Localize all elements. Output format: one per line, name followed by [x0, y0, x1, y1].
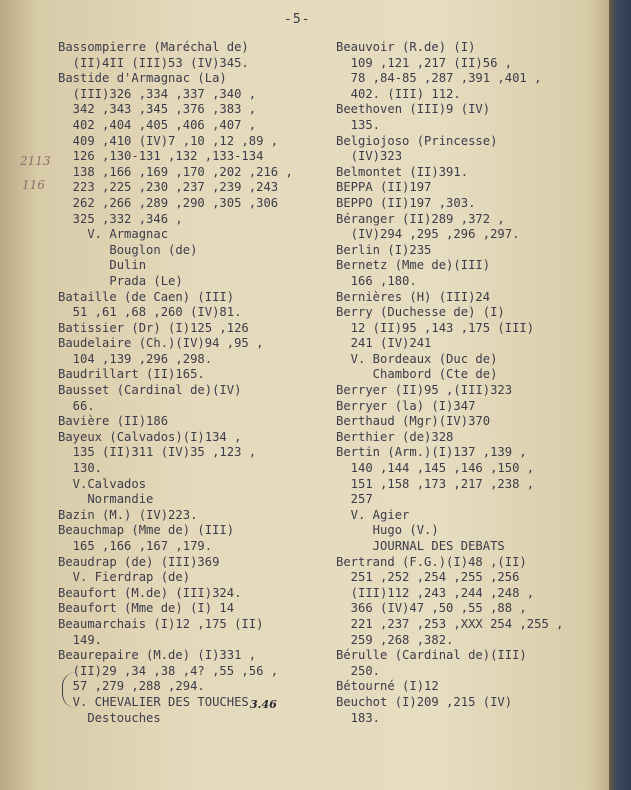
index-line: V. Fierdrap (de) [58, 570, 191, 585]
index-line: 262 ,266 ,289 ,290 ,305 ,306 [58, 195, 279, 210]
index-line: BEPPO (II)197 ,303. [336, 195, 476, 210]
index-line: 402. (III) 112. [336, 86, 461, 101]
index-line: 402 ,404 ,405 ,406 ,407 , [58, 117, 257, 132]
index-line: Bayeux (Calvados)(I)134 , [58, 429, 242, 444]
margin-annotation: 116 [22, 178, 45, 192]
index-line: Batissier (Dr) (I)125 ,126 [58, 320, 249, 335]
index-line: Berryer (II)95 ,(III)323 [336, 383, 513, 398]
index-line: 257 [336, 492, 373, 507]
index-line: Berthaud (Mgr)(IV)370 [336, 414, 491, 429]
index-line: V. Agier [336, 507, 410, 522]
index-line: Bataille (de Caen) (III) [58, 289, 235, 304]
index-line: 140 ,144 ,145 ,146 ,150 , [336, 461, 535, 476]
index-line: (III)112 ,243 ,244 ,248 , [336, 585, 535, 600]
index-line: Bertrand (F.G.)(I)48 ,(II) [336, 554, 527, 569]
index-line: 241 (IV)241 [336, 336, 432, 351]
index-line: Berry (Duchesse de) (I) [336, 305, 505, 320]
page-number: -5- [284, 12, 311, 27]
index-line: BEPPA (II)197 [336, 180, 432, 195]
index-line: 151 ,158 ,173 ,217 ,238 , [336, 476, 535, 491]
index-line: 409 ,410 (IV)7 ,10 ,12 ,89 , [58, 133, 279, 148]
index-line: 325 ,332 ,346 , [58, 211, 183, 226]
index-line: (II)4II (III)53 (IV)345. [58, 55, 249, 70]
index-line: Chambord (Cte de) [336, 367, 498, 382]
index-column-right [336, 40, 608, 726]
index-line: 221 ,237 ,253 ,XXX 254 ,255 , [336, 616, 564, 631]
index-line: 78 ,84-85 ,287 ,391 ,401 , [336, 71, 542, 86]
index-line: Bérulle (Cardinal de)(III) [336, 648, 527, 663]
index-line: 57 ,279 ,288 ,294. [58, 679, 205, 694]
handwritten-correction: 3.46 [250, 698, 277, 711]
index-line: Beauchmap (Mme de) (III) [58, 523, 235, 538]
index-line: Bétourné (I)12 [336, 679, 439, 694]
index-line: 109 ,121 ,217 (II)56 , [336, 55, 513, 70]
index-line: Belmontet (II)391. [336, 164, 469, 179]
index-line: Dulin [58, 258, 147, 273]
index-line: 250. [336, 663, 381, 678]
index-line: Beaumarchais (I)12 ,175 (II) [58, 616, 264, 631]
index-line: 130. [58, 461, 103, 476]
index-line: Bertin (Arm.)(I)137 ,139 , [336, 445, 527, 460]
index-line: 259 ,268 ,382. [336, 632, 454, 647]
index-line: Prada (Le) [58, 273, 183, 288]
index-line: 12 (II)95 ,143 ,175 (III) [336, 320, 535, 335]
index-line: 135. [336, 117, 381, 132]
index-line: 223 ,225 ,230 ,237 ,239 ,243 [58, 180, 279, 195]
index-line: 366 (IV)47 ,50 ,55 ,88 , [336, 601, 527, 616]
index-line: V. Bordeaux (Duc de) [336, 351, 498, 366]
index-line: Belgiojoso (Princesse) [336, 133, 498, 148]
margin-annotation: 2113 [20, 154, 51, 168]
index-line: 342 ,343 ,345 ,376 ,383 , [58, 102, 257, 117]
index-line: Beaufort (Mme de) (I) 14 [58, 601, 235, 616]
index-line: V. Armagnac [58, 227, 169, 242]
index-line: 104 ,139 ,296 ,298. [58, 351, 213, 366]
index-line: Bavière (II)186 [58, 414, 169, 429]
index-line: (II)29 ,34 ,38 ,4? ,55 ,56 , [58, 663, 279, 678]
index-line: JOURNAL DES DEBATS [336, 539, 505, 553]
index-line: V.Calvados [58, 476, 147, 491]
index-line: Beuchot (I)209 ,215 (IV) [336, 694, 513, 709]
index-line: 66. [58, 398, 95, 413]
index-line: 251 ,252 ,254 ,255 ,256 [336, 570, 520, 585]
index-line: Beaufort (M.de) (III)324. [58, 585, 242, 600]
index-line: 138 ,166 ,169 ,170 ,202 ,216 , [58, 164, 293, 179]
index-line: Bernières (H) (III)24 [336, 289, 491, 304]
index-line: Hugo (V.) [336, 523, 439, 538]
index-line: 183. [336, 710, 381, 725]
index-line: Beethoven (III)9 (IV) [336, 102, 491, 117]
index-line: Beaurepaire (M.de) (I)331 , [58, 648, 257, 663]
index-line: Baudelaire (Ch.)(IV)94 ,95 , [58, 336, 264, 351]
index-line: Bausset (Cardinal de)(IV) [58, 383, 242, 398]
index-line: Berryer (la) (I)347 [336, 398, 476, 413]
index-line: 51 ,61 ,68 ,260 (IV)81. [58, 305, 242, 320]
index-line: Berthier (de)328 [336, 429, 454, 444]
index-line: 149. [58, 632, 103, 647]
index-line: V. CHEVALIER DES TOUCHES [58, 694, 249, 709]
book-binding [609, 0, 631, 790]
index-line: Bastide d'Armagnac (La) [58, 71, 227, 86]
index-line: 135 (II)311 (IV)35 ,123 , [58, 445, 257, 460]
index-line: 166 ,180. [336, 273, 417, 288]
index-line: Beauvoir (R.de) (I) [336, 40, 476, 54]
index-line: Normandie [58, 492, 154, 507]
index-line: Beaudrap (de) (III)369 [58, 554, 220, 569]
index-line: 165 ,166 ,167 ,179. [58, 539, 213, 553]
index-line: Berlin (I)235 [336, 242, 432, 257]
index-line: Destouches [58, 710, 161, 725]
index-line: 126 ,130-131 ,132 ,133-134 [58, 149, 264, 164]
index-line: Béranger (II)289 ,372 , [336, 211, 505, 226]
index-column-left [58, 40, 330, 726]
index-line: Bazin (M.) (IV)223. [58, 507, 198, 522]
index-line: Baudrillart (II)165. [58, 367, 205, 382]
index-line: Bernetz (Mme de)(III) [336, 258, 491, 273]
index-line: Bouglon (de) [58, 242, 198, 257]
index-line: (IV)323 [336, 149, 403, 164]
index-line: Bassompierre (Maréchal de) [58, 40, 249, 54]
index-line: (III)326 ,334 ,337 ,340 , [58, 86, 257, 101]
index-line: (IV)294 ,295 ,296 ,297. [336, 227, 520, 242]
